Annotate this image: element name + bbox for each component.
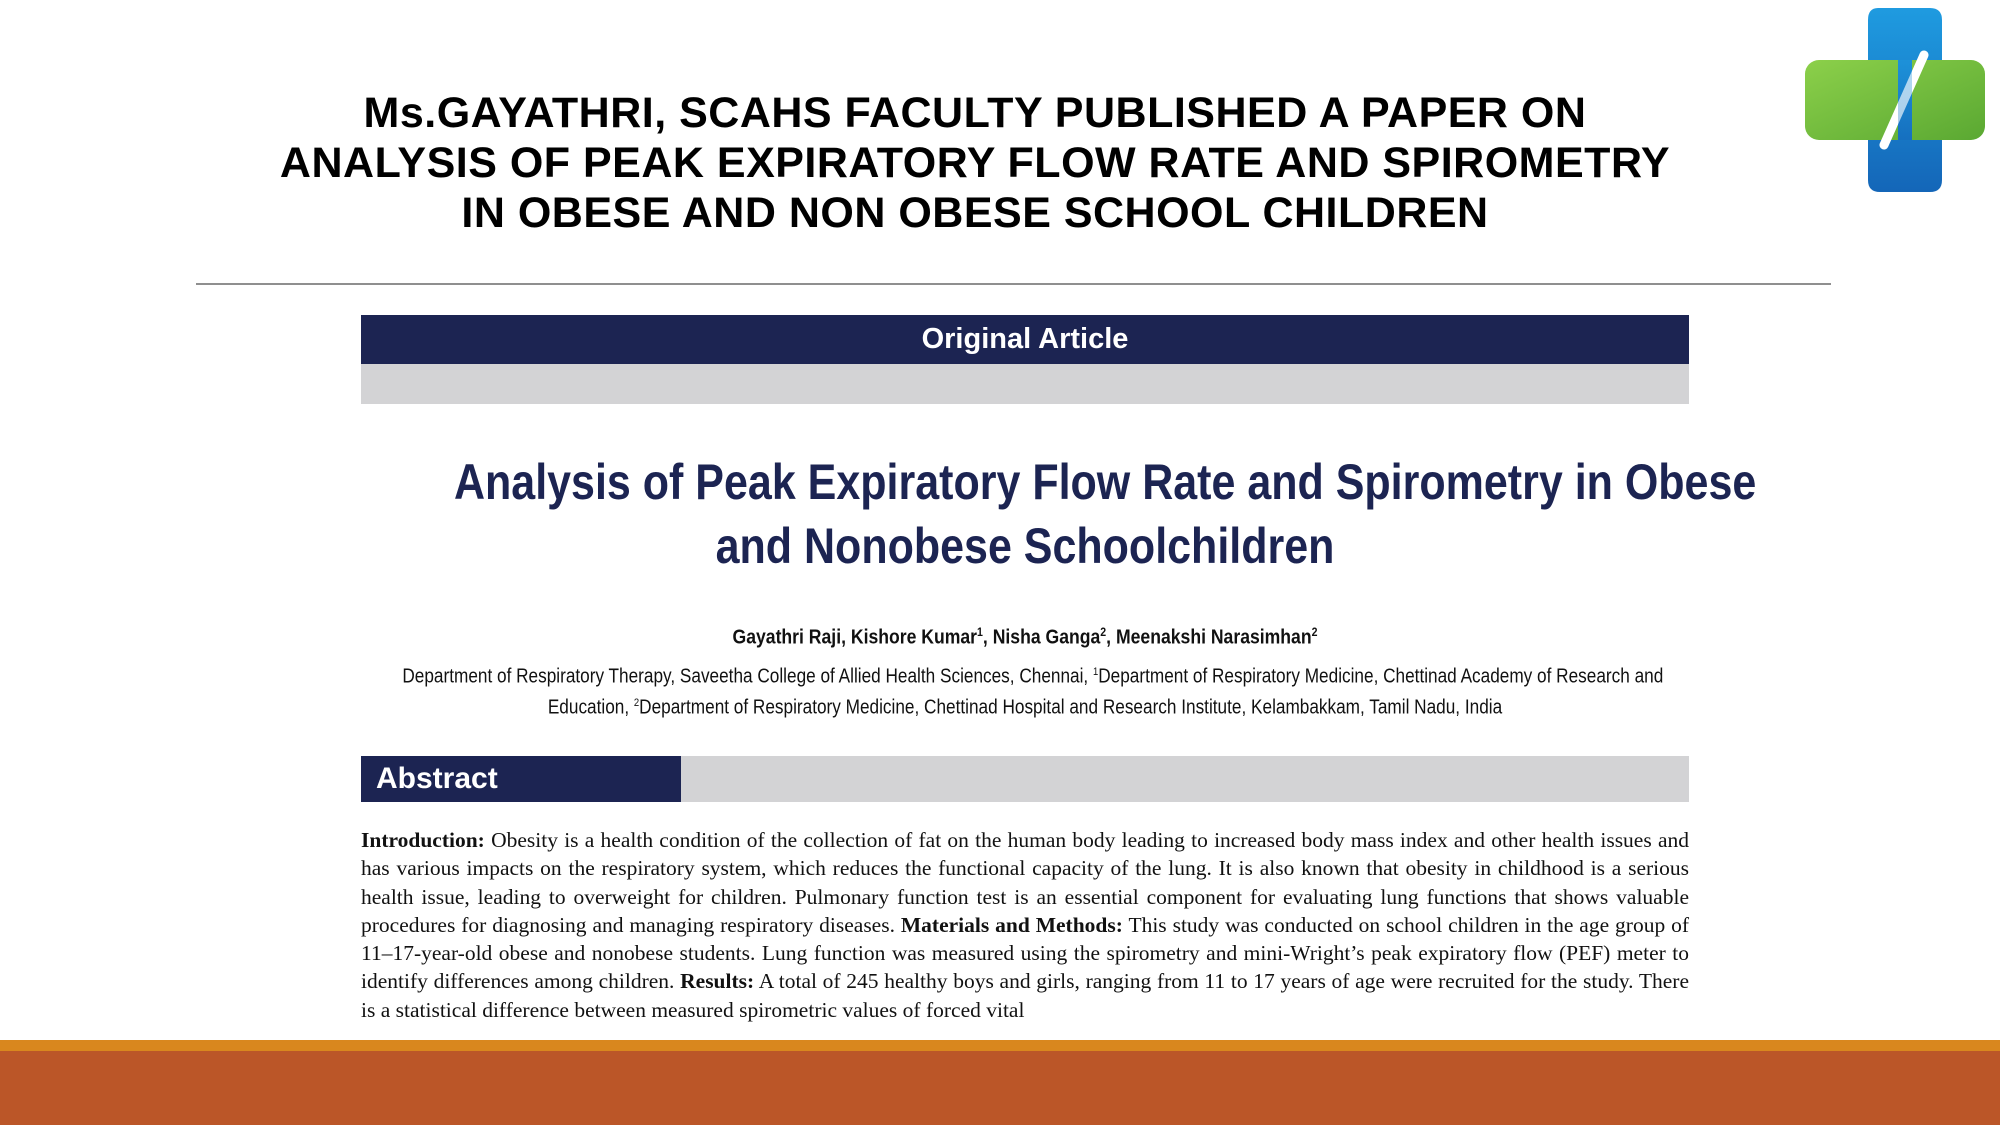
article-type-banner: Original Article	[361, 315, 1689, 364]
paper-authors: Gayathri Raji, Kishore Kumar$^1$, Nisha Ganga$^2$, Meenakshi Narasimhan$^2$	[732, 625, 1318, 649]
medical-cross-logo-icon	[1800, 5, 1990, 195]
title-divider	[196, 283, 1831, 285]
slide-title-line-2: ANALYSIS OF PEAK EXPIRATORY FLOW RATE AND SPIROMETRY	[279, 139, 1671, 187]
abstract-label: Abstract	[361, 756, 681, 802]
affiliation-line-1: Department of Respiratory Therapy, Saveetha College of Allied Health Sciences, Chennai, $^1$Department of Respiratory Medicine, Chettinad Academy of Research and	[402, 665, 1664, 688]
affiliation-line-2: Education, $^2$Department of Respiratory Medicine, Chettinad Hospital and Research Institute, Kelambakkam, Tamil Nadu, India	[547, 696, 1503, 719]
slide-title-line-1: Ms.GAYATHRI, SCAHS FACULTY PUBLISHED A PAPER ON	[363, 89, 1587, 137]
paper-title	[453, 450, 1757, 578]
footer-accent-stripe	[0, 1040, 2000, 1051]
paper-title-line-2: and Nonobese Schoolchildren	[715, 518, 1335, 574]
abstract-text: Introduction: Obesity is a health condition of the collection of fat on the human body leading to increased body mass index and other health issues and has various impacts on the respiratory system, which reduces the functional capacity of the lung. It is also known that obesity in childhood is a serious health issue, leading to overweight for children. Pulmonary function test is an essential component for evaluating lung functions that shows valuable procedures for diagnosing and managing respiratory diseases. Materials and Methods: This study was conducted on school children in the age group of 11–17-year-old obese and nonobese students. Lung function was measured using the spirometry and mini-Wright’s peak expiratory flow (PEF) meter to identify differences among children. Results: A total of 245 healthy boys and girls, ranging from 11 to 17 years of age were recruited for the study. There is a statistical difference between measured spirometric values of forced vital	[361, 828, 1690, 1022]
abstract-header-bar	[361, 756, 1689, 802]
paper-title-line-1: Analysis of Peak Expiratory Flow Rate and Spirometry in Obese	[453, 454, 1757, 510]
footer-bar	[0, 1051, 2000, 1125]
paper-screenshot	[361, 315, 1757, 1022]
slide-title-line-3: IN OBESE AND NON OBESE SCHOOL CHILDREN	[461, 189, 1489, 237]
slide-title	[200, 88, 1750, 238]
article-grey-band	[361, 364, 1689, 404]
paper-affiliations	[402, 659, 1664, 720]
